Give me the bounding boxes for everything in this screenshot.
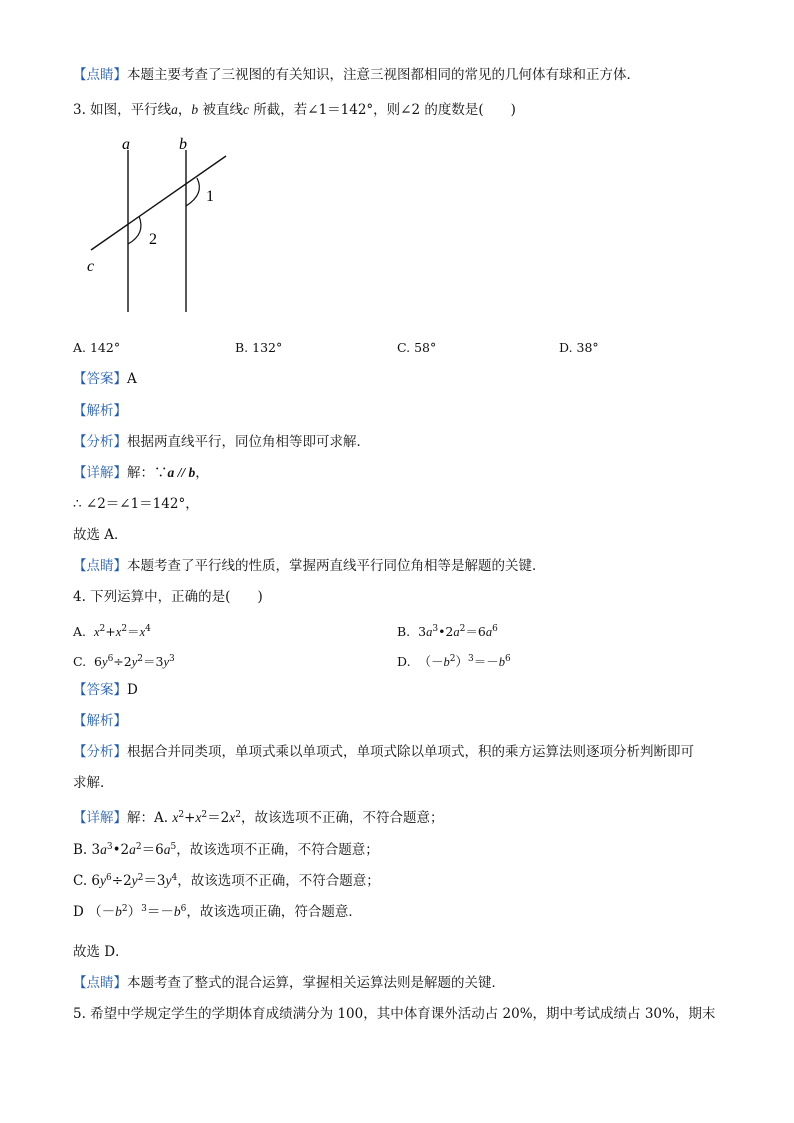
note-tag: 【点睛】 xyxy=(73,558,127,574)
q4-detail-b: B. $3a^3•2a^2=6a^5$，故该选项不正确，不符合题意； xyxy=(73,842,379,858)
detail-text: 解：∵ xyxy=(127,465,168,481)
option-label: C. xyxy=(73,654,87,669)
analysis-tag: 【解析】 xyxy=(73,403,127,419)
angle-1-label: 1 xyxy=(206,188,214,205)
q3-therefore: ∴ ∠2＝∠1＝142°， xyxy=(73,496,199,512)
q4-option-a: A. $x^2+x^2=x^4$ xyxy=(73,624,151,639)
option-label: B. xyxy=(397,624,411,639)
q3-option-b: B. 132° xyxy=(235,340,283,355)
detail-text: ，故该选项正确，符合题意． xyxy=(186,904,362,920)
answer-tag: 【答案】 xyxy=(73,371,127,387)
q4-choose: 故选 D． xyxy=(73,944,129,960)
q4-fenxi xyxy=(73,743,694,761)
detail-tag: 【详解】 xyxy=(73,810,127,826)
note-text: 本题主要考查了三视图的有关知识，注意三视图都相同的常见的几何体有球和正方体． xyxy=(127,67,640,83)
q3-option-d: D. 38° xyxy=(559,340,599,355)
q3-stem-part: ， xyxy=(177,102,192,118)
q4-detail-a: 【详解】解：A. $x^2+x^2=2x^2$，故该选项不正确，不符合题意； xyxy=(73,810,444,826)
q3-option-c: C. 58° xyxy=(397,340,437,355)
q3-analysis-heading xyxy=(73,402,127,420)
detail-text: ，故该选项不正确，不符合题意； xyxy=(176,842,379,858)
option-label: D. xyxy=(397,654,411,669)
label-b: b xyxy=(179,136,187,153)
q3-choose: 故选 A． xyxy=(73,527,128,543)
q3-stem-part: 所截，若∠1＝142°，则∠2 的度数是( ) xyxy=(248,102,516,118)
var-c: c xyxy=(242,102,249,117)
q3-detail xyxy=(73,464,209,482)
note-text: 本题考查了平行线的性质，掌握两直线平行同位角相等是解题的关键． xyxy=(127,558,546,574)
q3-note xyxy=(73,557,546,575)
option-label: A. xyxy=(73,624,87,639)
detail-tag: 【详解】 xyxy=(73,465,127,481)
q3-answer xyxy=(73,370,137,388)
q4-option-c: C. $6y^6\div 2y^2=3y^3$ xyxy=(73,654,175,669)
var-a: a xyxy=(171,102,178,117)
q3-stem xyxy=(73,101,516,119)
q4-analysis-heading xyxy=(73,712,127,730)
analysis-tag: 【解析】 xyxy=(73,713,127,729)
q3-option-a: A. 142° xyxy=(73,340,121,355)
note-tag: 【点睛】 xyxy=(73,67,127,83)
fenxi-text: 根据两直线平行，同位角相等即可求解． xyxy=(127,434,370,450)
var-b: b xyxy=(191,102,199,117)
q3-stem-part: 被直线 xyxy=(198,102,243,118)
parallel-lines-figure xyxy=(80,130,240,315)
q4-detail-d: D $(-b^2)^3=-b^6$，故该选项正确，符合题意． xyxy=(73,904,362,920)
detail-text: ，故该选项不正确，不符合题意； xyxy=(177,873,380,889)
fenxi-tag: 【分析】 xyxy=(73,434,127,450)
detail-expr: a // b xyxy=(167,465,196,480)
fenxi-text: 根据合并同类项，单项式乘以单项式，单项式除以单项式，积的乘方运算法则逐项分析判断即可 xyxy=(127,744,694,760)
q3-fenxi xyxy=(73,433,370,451)
q4-answer xyxy=(73,681,138,699)
q4-option-d: D. $(-b^2)^3=-b^6$ xyxy=(397,654,511,669)
q2-note xyxy=(73,66,640,84)
note-text: 本题考查了整式的混合运算，掌握相关运算法则是解题的关键． xyxy=(127,975,505,991)
note-tag: 【点睛】 xyxy=(73,975,127,991)
fenxi-tag: 【分析】 xyxy=(73,744,127,760)
detail-text: ， xyxy=(195,465,209,481)
label-a: a xyxy=(122,136,130,153)
angle-2-label: 2 xyxy=(149,231,157,248)
detail-text: ，故该选项不正确，不符合题意； xyxy=(240,810,444,826)
q5-stem: 5. 希望中学规定学生的学期体育成绩满分为 100，其中体育课外活动占 20%，期中考试成绩占 30%，期末 xyxy=(73,1006,716,1022)
q4-option-b: B. $3a^3•2a^2=6a^6$ xyxy=(397,624,498,639)
detail-text: 解：A. xyxy=(127,810,173,826)
q4-fenxi-cont: 求解． xyxy=(73,775,114,791)
q3-stem-part: 3. 如图，平行线 xyxy=(73,102,172,118)
answer-tag: 【答案】 xyxy=(73,682,127,698)
answer-value: A xyxy=(127,371,137,387)
q4-detail-c: C. $6y^6\div 2y^2=3y^4$，故该选项不正确，不符合题意； xyxy=(73,873,380,889)
q4-stem: 4. 下列运算中，正确的是( ) xyxy=(73,589,263,605)
q4-note xyxy=(73,974,505,992)
label-c: c xyxy=(87,258,95,275)
answer-value: D xyxy=(127,682,138,698)
